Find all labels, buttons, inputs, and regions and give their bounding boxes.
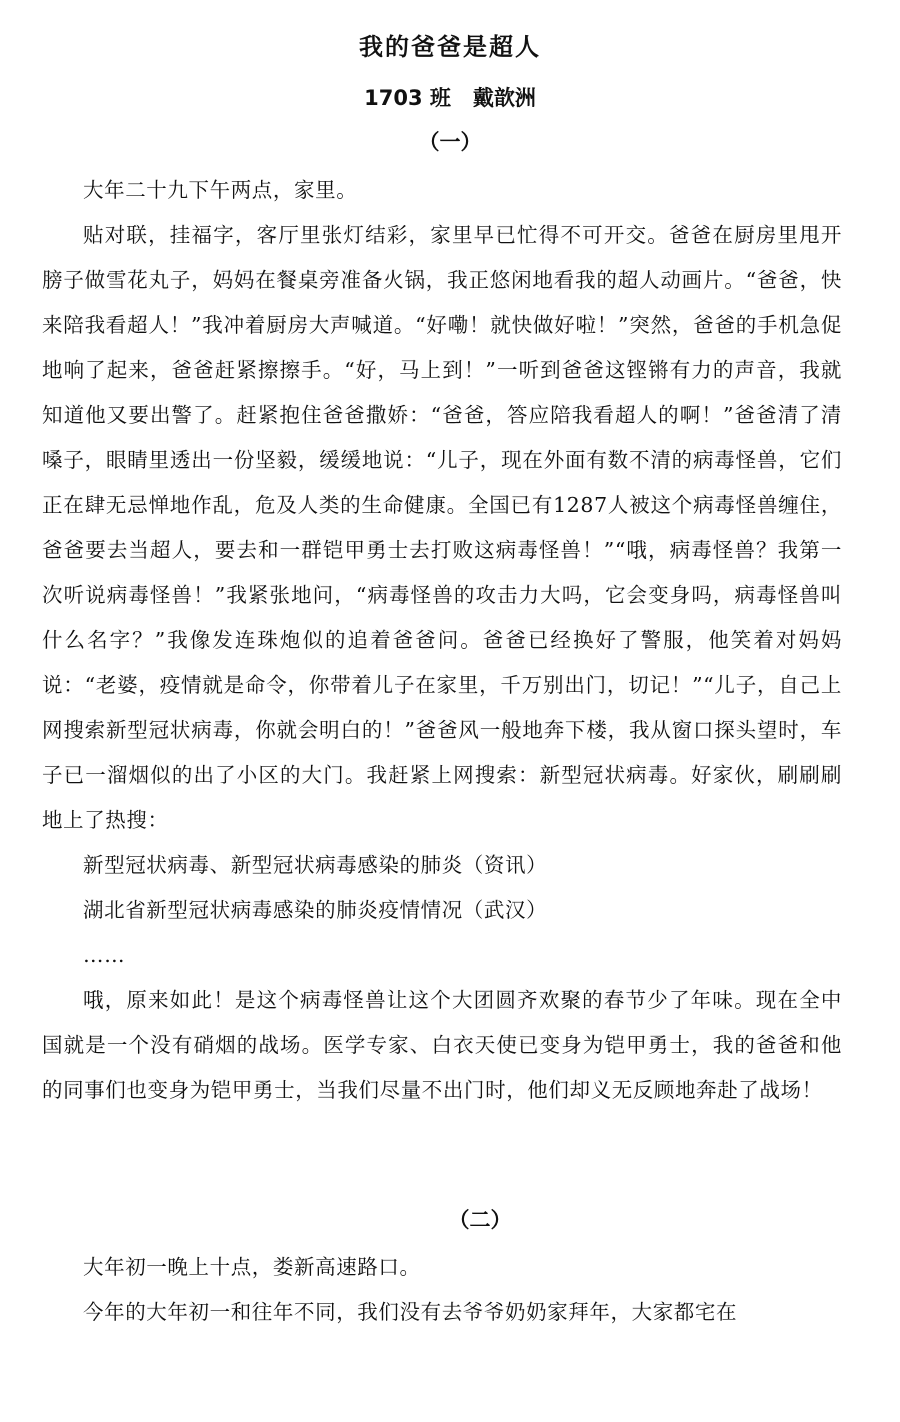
paragraph: 大年初一晚上十点，娄新高速路口。	[83, 1255, 421, 1279]
author-name: 戴歆洲	[472, 85, 536, 110]
ellipsis-line: ……	[83, 943, 126, 967]
author-class: 1703 班	[364, 86, 451, 110]
author-line	[0, 82, 900, 114]
search-result-line: 新型冠状病毒、新型冠状病毒感染的肺炎（资讯）	[83, 853, 548, 877]
section-heading-2: （二）	[448, 1207, 512, 1232]
paragraph: 今年的大年初一和往年不同，我们没有去爷爷奶奶家拜年，大家都宅在	[83, 1300, 738, 1324]
document-title: 我的爸爸是超人	[359, 32, 541, 61]
section-heading-1: （一）	[418, 129, 482, 154]
paragraph: 贴对联，挂福字，客厅里张灯结彩，家里早已忙得不可开交。爸爸在厨房里甩开膀子做雪花丸子，妈妈在餐桌旁准备火锅，我正悠闲地看我的超人动画片。“爸爸，快来陪我看超人！”我冲着厨房大声喊道。“好嘞！就快做好啦！”突然，爸爸的手机急促地响了起来，爸爸赶紧擦擦手。“好，马上到！”一听到爸爸这铿锵有力的声音，我就知道他又要出警了。赶紧抱住爸爸撒娇：“爸爸，答应陪我看超人的啊！”爸爸清了清嗓子，眼睛里透出一份坚毅，缓缓地说：“儿子，现在外面有数不清的病毒怪兽，它们正在肆无忌惮地作乱，危及人类的生命健康。全国已有1287人被这个病毒怪兽缠住，爸爸要去当超人，要去和一群铠甲勇士去打败这病毒怪兽！”“哦，病毒怪兽？我第一次听说病毒怪兽！”我紧张地问，“病毒怪兽的攻击力大吗，它会变身吗，病毒怪兽叫什么名字？”我像发连珠炮似的追着爸爸问。爸爸已经换好了警服，他笑着对妈妈说：“老婆，疫情就是命令，你带着儿子在家里，千万别出门，切记！”“儿子，自己上网搜索新型冠状病毒，你就会明白的！”爸爸风一般地奔下楼，我从窗口探头望时，车子已一溜烟似的出了小区的大门。我赶紧上网搜索：新型冠状病毒。好家伙，刷刷刷地上了热搜：	[42, 223, 842, 832]
section-2-body	[42, 1245, 842, 1335]
paragraph: 哦，原来如此！是这个病毒怪兽让这个大团圆齐欢聚的春节少了年味。现在全中国就是一个没有硝烟的战场。医学专家、白衣天使已变身为铠甲勇士，我的爸爸和他的同事们也变身为铠甲勇士，当我们尽量不出门时，他们却义无反顾地奔赴了战场！	[42, 988, 842, 1102]
paragraph: 大年二十九下午两点，家里。	[83, 178, 358, 202]
search-result-line: 湖北省新型冠状病毒感染的肺炎疫情情况（武汉）	[83, 898, 548, 922]
section-1-body	[42, 168, 842, 1113]
